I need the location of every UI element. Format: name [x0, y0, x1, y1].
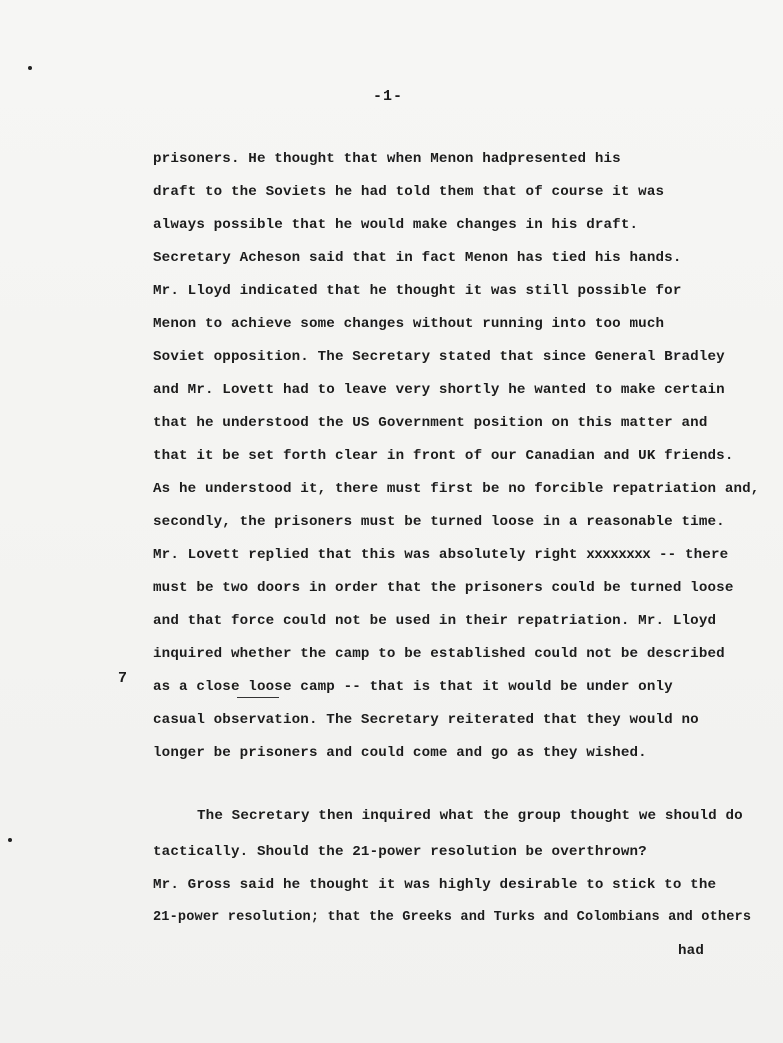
page-number: -1-	[373, 88, 404, 105]
text-line: Menon to achieve some changes without running into too much	[153, 316, 665, 332]
text-line: and that force could not be used in their repatriation. Mr. Lloyd	[153, 613, 717, 629]
text-line: casual observation. The Secretary reiterated that they would no	[153, 712, 699, 728]
handwritten-margin-note: 7	[118, 670, 128, 687]
text-line: Mr. Gross said he thought it was highly desirable to stick to the	[153, 877, 717, 893]
text-line: As he understood it, there must first be no forcible repatriation and,	[153, 481, 760, 497]
text-line: and Mr. Lovett had to leave very shortly he wanted to make certain	[153, 382, 725, 398]
text-line: that he understood the US Government position on this matter and	[153, 415, 708, 431]
text-segment: Mr. Lovett replied that this was absolutely right	[153, 547, 587, 563]
text-line: must be two doors in order that the prisoners could be turned loose	[153, 580, 734, 596]
text-line: Secretary Acheson said that in fact Menon has tied his hands.	[153, 250, 682, 266]
text-line	[153, 546, 728, 564]
margin-dot	[28, 66, 32, 70]
text-line: always possible that he would make changes in his draft.	[153, 217, 639, 233]
text-line: tactically. Should the 21-power resolution be overthrown?	[153, 844, 647, 860]
text-segment: -- there	[650, 547, 729, 563]
text-line: prisoners. He thought that when Menon hadpresented his	[153, 151, 621, 167]
text-line: draft to the Soviets he had told them that of course it was	[153, 184, 665, 200]
text-line: inquired whether the camp to be established could not be described	[153, 646, 725, 662]
text-line: Mr. Lloyd indicated that he thought it was still possible for	[153, 283, 682, 299]
text-line: Soviet opposition. The Secretary stated that since General Bradley	[153, 349, 725, 365]
text-line: that it be set forth clear in front of our Canadian and UK friends.	[153, 448, 734, 464]
text-line: 21-power resolution; that the Greeks and Turks and Colombians and others	[153, 910, 752, 925]
text-line: as a close loose camp -- that is that it would be under only	[153, 679, 673, 695]
text-line: had	[678, 943, 704, 959]
text-line: longer be prisoners and could come and go as they wished.	[153, 745, 647, 761]
text-line: The Secretary then inquired what the group thought we should do	[197, 808, 743, 824]
struck-out-text: xxxxxxxx	[586, 547, 651, 563]
margin-dot	[8, 838, 12, 842]
handwritten-underline	[237, 697, 279, 698]
text-line: secondly, the prisoners must be turned loose in a reasonable time.	[153, 514, 725, 530]
